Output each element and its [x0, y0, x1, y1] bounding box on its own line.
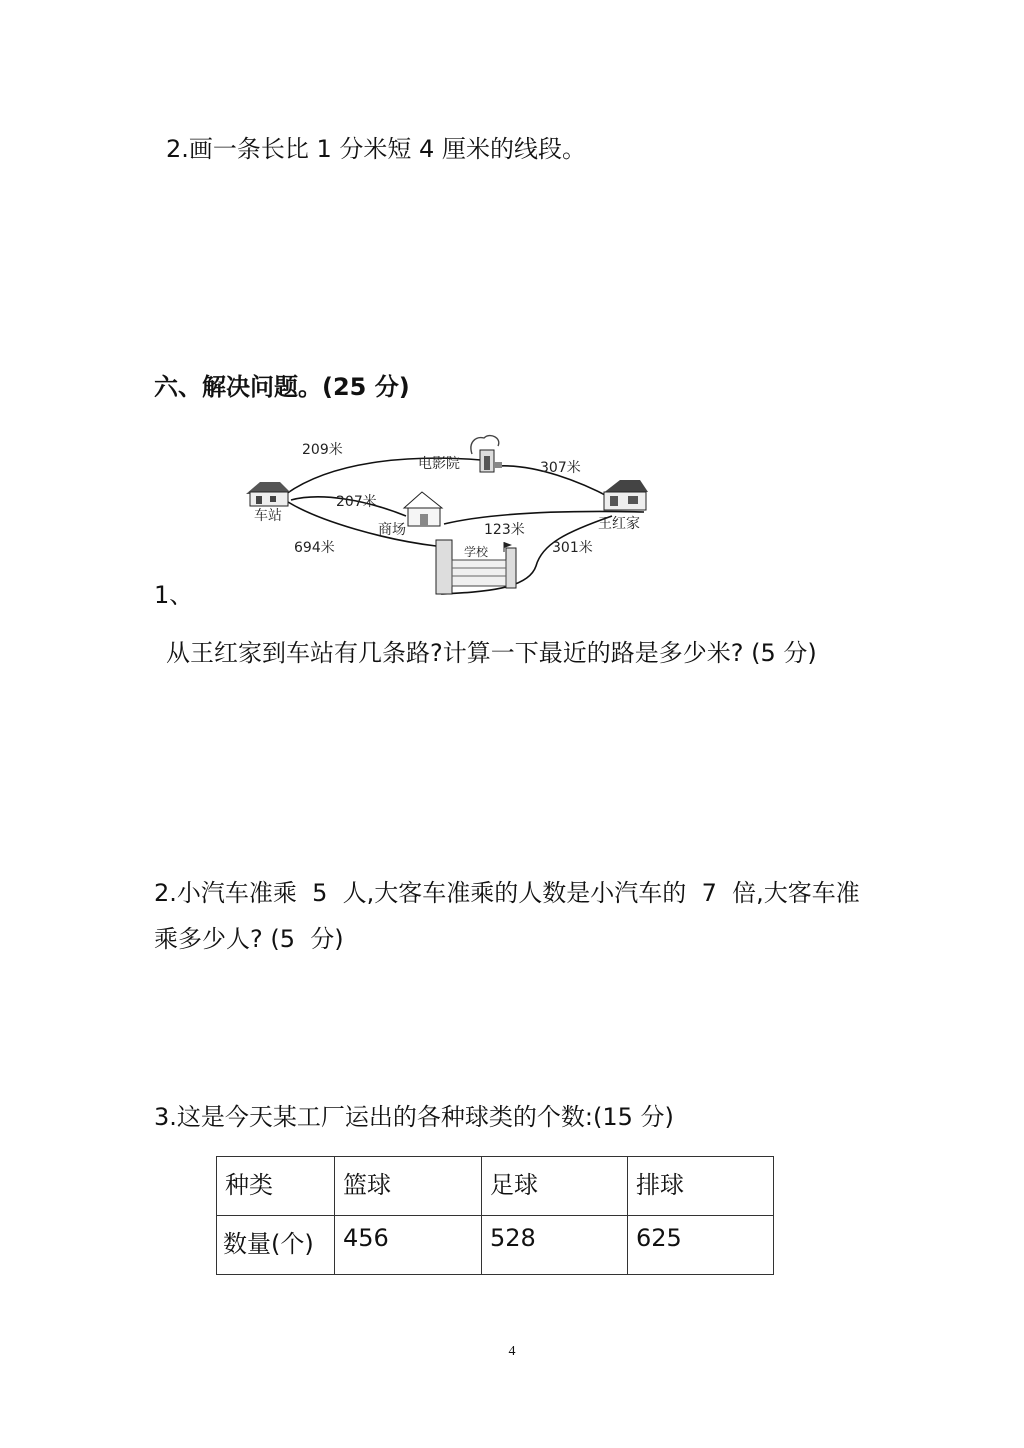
- table-row: [217, 1216, 774, 1275]
- label-cinema: 电影院: [418, 456, 460, 472]
- question-2-line-2: 乘多少人? (5 分): [154, 925, 344, 953]
- question-1-number: 1、: [154, 581, 194, 609]
- section-6-title: 六、解决问题。(25 分): [154, 373, 410, 401]
- table-cell: 足球: [482, 1157, 628, 1216]
- table-cell: 排球: [628, 1157, 774, 1216]
- page-number: 4: [508, 1344, 516, 1359]
- table-cell: 625: [628, 1216, 774, 1275]
- question-3-text: 3.这是今天某工厂运出的各种球类的个数:(15 分): [154, 1103, 674, 1131]
- table-cell: 种类: [217, 1157, 335, 1216]
- table-cell: 528: [482, 1216, 628, 1275]
- question-2-line-1: 2.小汽车准乘 5 人,大客车准乘的人数是小汽车的 7 倍,大客车准: [154, 879, 860, 907]
- table-cell: 456: [335, 1216, 482, 1275]
- label-station: 车站: [254, 508, 282, 524]
- table-cell: 数量(个): [217, 1216, 335, 1275]
- distance-mall-home: 123米: [484, 522, 525, 538]
- distance-station-cinema: 209米: [302, 442, 343, 458]
- question-1-text: 从王红家到车站有几条路?计算一下最近的路是多少米? (5 分): [166, 639, 817, 667]
- label-school: 学校: [464, 545, 489, 559]
- cinema-building-icon: [471, 436, 502, 472]
- station-house-icon: [246, 482, 290, 506]
- table-row: [217, 1157, 774, 1216]
- distance-school-home: 301米: [552, 540, 593, 556]
- distance-station-school: 694米: [294, 540, 335, 556]
- question-5-2: 2.画一条长比 1 分米短 4 厘米的线段。: [166, 135, 586, 163]
- table-cell: 篮球: [335, 1157, 482, 1216]
- label-wang-home: 王红家: [598, 516, 640, 532]
- ball-count-table: [216, 1156, 774, 1275]
- distance-cinema-home: 307米: [540, 460, 581, 476]
- wang-home-house-icon: [602, 480, 648, 510]
- route-map-diagram: [236, 432, 656, 602]
- mall-house-icon: [404, 492, 442, 526]
- label-mall: 商场: [378, 522, 406, 538]
- distance-station-mall: 207米: [336, 494, 377, 510]
